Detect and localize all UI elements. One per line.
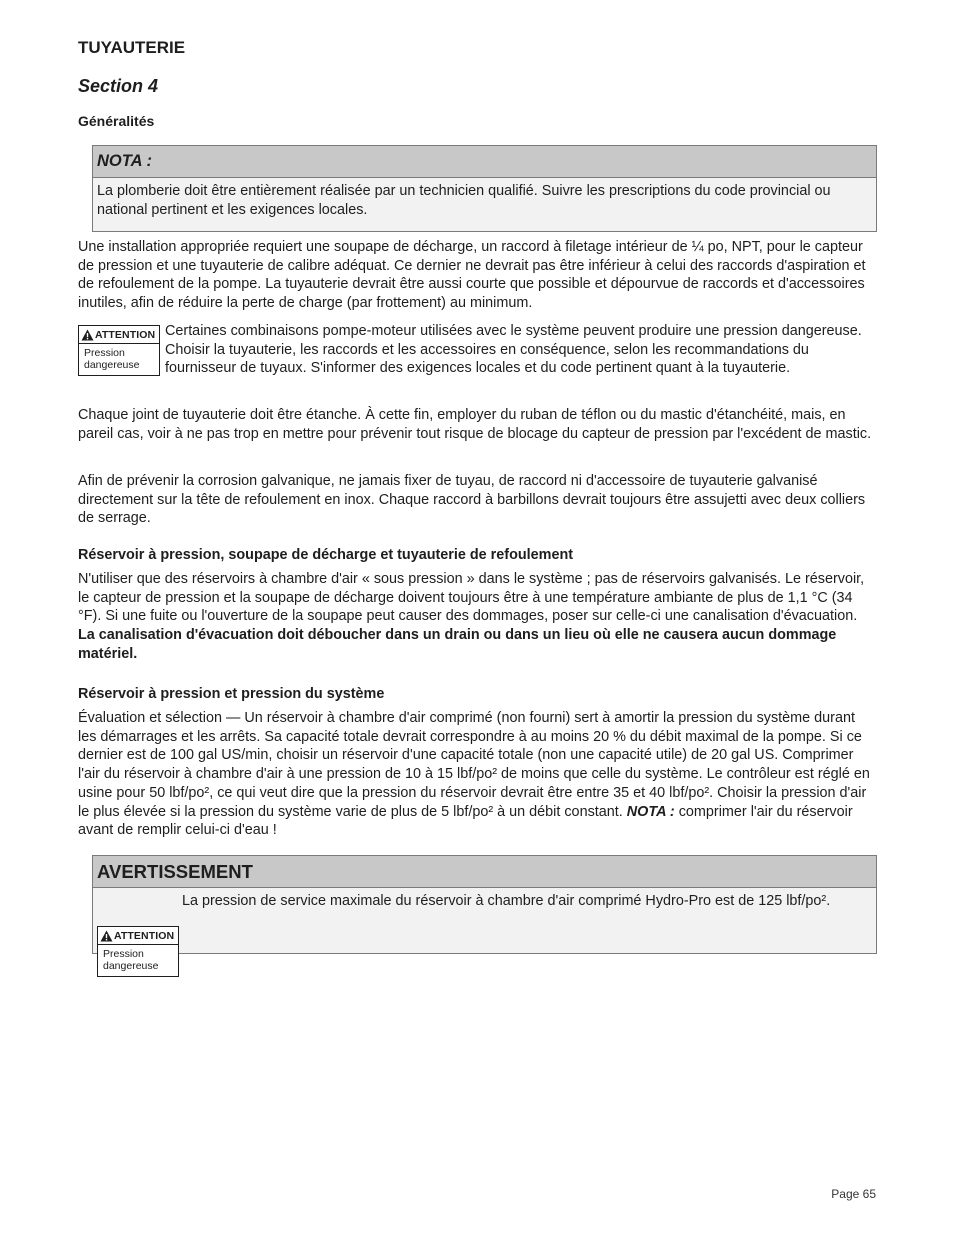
attention-word: ATTENTION (114, 929, 175, 942)
attention-line-1: Pression (103, 948, 144, 960)
paragraph-corrosion: Afin de prévenir la corrosion galvanique, ne jamais fixer de tuyau, de raccord ni d'accessoire de tuyauterie galvanisé directement sur la tête de refoulement en inox. Chaque raccord à barbillons devrait toujours être assujetti avec deux colliers de serrage. (78, 473, 866, 527)
nota-label: NOTA : (93, 146, 876, 178)
avertissement-text-wrapper (182, 892, 862, 911)
paragraph-pressure-warning: Certaines combinaisons pompe-moteur utilisées avec le système peuvent produire une pression dangereuse. Choisir la tuyauterie, les raccords et les accessoires en conséquence, selon les recommandations du fournisseur de tuyaux. S'informer des exigences locales et du code pertinent quant à la tuyauterie. (165, 323, 862, 377)
attention-line-2: dangereuse (84, 359, 140, 371)
heading-reservoir-pressure: Réservoir à pression et pression du système (78, 686, 385, 702)
paragraph-reservoir (78, 570, 876, 664)
attention-line-2: dangereuse (103, 960, 159, 972)
nota-box (92, 145, 877, 232)
paragraph-joints: Chaque joint de tuyauterie doit être étanche. À cette fin, employer du ruban de téflon ou du mastic d'étanchéité, mais, en pareil cas, voir à ne pas trop en mettre pour prévenir tout risque de blocage du capteur de pression par l'excédent de mastic. (78, 407, 872, 442)
attention-label (97, 926, 179, 977)
warning-triangle-icon (81, 329, 94, 341)
nota-text: La plomberie doit être entièrement réalisée par un technicien qualifié. Suivre les prescriptions du code provincial ou national pertinent et les exigences locales. (97, 183, 831, 218)
page-title: TUYAUTERIE (78, 38, 186, 57)
paragraph-evaluation (78, 709, 876, 840)
heading-reservoir-discharge: Réservoir à pression, soupape de décharge et tuyauterie de refoulement (78, 547, 574, 563)
subsection-heading: Généralités (78, 113, 155, 129)
attention-line-1: Pression (84, 347, 125, 359)
paragraph-reservoir-text: N'utiliser que des réservoirs à chambre d'air « sous pression » dans le système ; pas de réservoirs galvanisés. Le réservoir, le capteur de pression et la soupape de décharge doivent toujours être à une température ambiante de plus de 1,1 °C (34 °F). Si une fuite ou l'ouverture de la soupape peut causer des dommages, poser sur celle-ci une canalisation d'évacuation. (78, 571, 865, 625)
attention-word: ATTENTION (95, 328, 156, 341)
attention-label (78, 325, 160, 376)
warning-triangle-icon (100, 930, 113, 942)
paragraph-installation: Une installation appropriée requiert une soupape de décharge, un raccord à filetage intérieur de ¼ po, NPT, pour le capteur de pression et une tuyauterie de calibre adéquat. Ce dernier ne devrait pas être inférieur à celui des raccords d'aspiration et de refoulement de la pompe. La tuyauterie devrait être aussi courte que possible et dépourvue de raccords et d'accessoires inutiles, afin de réduire la perte de charge (par frottement) au minimum. (78, 239, 866, 312)
paragraph-evaluation-end: comprimer l'air du réservoir avant de remplir celui-ci d'eau ! (78, 803, 853, 839)
paragraph-evaluation-text: Évaluation et sélection — Un réservoir à chambre d'air comprimé (non fourni) sert à amortir la pression du système durant les démarrages et les arrêts. Sa capacité totale devrait correspondre à au moins 20 % du débit maximal de la pompe. Si ce dernier est de 100 gal US/min, choisir un réservoir d'une capacité totale (non une capacité utile) de 20 gal US. Comprimer l'air du réservoir à chambre d'air à une pression de 10 à 15 lbf/po² de moins que celle du système. Le contrôleur est réglé en usine pour 50 lbf/po², ce qui veut dire que la pression du réservoir devrait être entre 35 et 40 lbf/po². Choisir la pression d'air le plus élevée si la pression du système varie de plus de 5 lbf/po² à un débit constant. (78, 710, 870, 820)
paragraph-evaluation-nota: NOTA : (626, 803, 675, 820)
page-number: Page 65 (831, 1187, 876, 1201)
paragraph-reservoir-bold: La canalisation d'évacuation doit déboucher dans un drain ou dans un lieu où elle ne causera aucun dommage matériel. (78, 627, 837, 662)
section-heading: Section 4 (78, 76, 159, 96)
avertissement-label: AVERTISSEMENT (93, 856, 876, 888)
avertissement-text: La pression de service maximale du réservoir à chambre d'air comprimé Hydro-Pro est de 125 lbf/po². (182, 893, 831, 909)
